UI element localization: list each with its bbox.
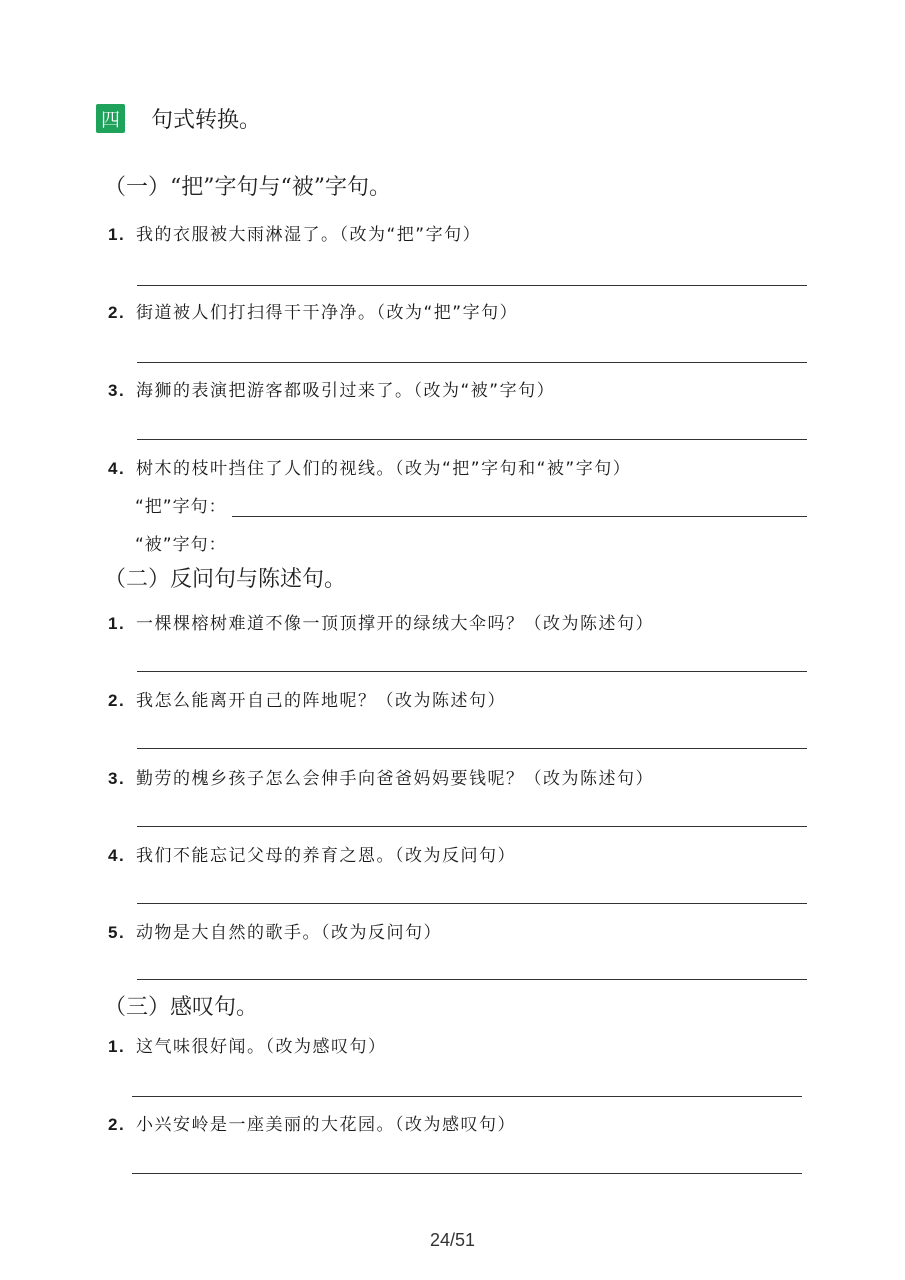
question-text: 树木的枝叶挡住了人们的视线。（改为“把”字句和“被”字句） [136, 459, 632, 479]
question [108, 376, 555, 401]
question [108, 764, 654, 789]
section-title: （三）感叹句。 [104, 995, 259, 1020]
question-number: 3. [108, 769, 126, 788]
question [108, 686, 506, 711]
question-text: 我怎么能离开自己的阵地呢？（改为陈述句） [136, 691, 506, 711]
question [108, 298, 518, 323]
question-number: 4. [108, 459, 126, 478]
question-text: 我的衣服被大雨淋湿了。（改为“把”字句） [136, 225, 482, 245]
answer-line[interactable] [137, 748, 807, 749]
question [108, 220, 481, 245]
exercise-number-badge: 四 [96, 104, 125, 133]
answer-line[interactable] [137, 362, 807, 363]
question [108, 454, 631, 479]
sub-answer-label: “把”字句： [135, 497, 227, 517]
question-text: 勤劳的槐乡孩子怎么会伸手向爸爸妈妈要钱呢？（改为陈述句） [136, 769, 654, 789]
answer-line[interactable] [137, 903, 807, 904]
question-number: 1. [108, 1037, 126, 1056]
section-title: （二）反问句与陈述句。 [104, 567, 347, 592]
answer-line[interactable] [232, 516, 807, 517]
question-text: 街道被人们打扫得干干净净。（改为“把”字句） [136, 303, 519, 323]
answer-line[interactable] [137, 826, 807, 827]
question-number: 4. [108, 846, 126, 865]
question-text: 海狮的表演把游客都吸引过来了。（改为“被”字句） [136, 381, 556, 401]
answer-line[interactable] [137, 439, 807, 440]
question-text: 我们不能忘记父母的养育之恩。（改为反问句） [136, 846, 516, 866]
question [108, 1032, 387, 1057]
answer-line[interactable] [132, 1173, 802, 1174]
question-text: 小兴安岭是一座美丽的大花园。（改为感叹句） [136, 1115, 516, 1135]
question-text: 这气味很好闻。（改为感叹句） [136, 1037, 387, 1057]
section-title: （一）“把”字句与“被”字句。 [104, 175, 391, 200]
question-number: 2. [108, 1115, 126, 1134]
question-text: 一棵棵榕树难道不像一顶顶撑开的绿绒大伞吗？（改为陈述句） [136, 614, 654, 634]
sub-answer-label: “被”字句： [135, 535, 227, 555]
exercise-header [96, 103, 261, 134]
answer-line[interactable] [132, 1096, 802, 1097]
question-number: 5. [108, 923, 126, 942]
question [108, 918, 442, 943]
answer-line[interactable] [137, 671, 807, 672]
page-number: 24/51 [429, 1230, 476, 1250]
question [108, 609, 654, 634]
question-number: 2. [108, 303, 126, 322]
question [108, 1110, 516, 1135]
answer-line[interactable] [137, 979, 807, 980]
question-number: 1. [108, 225, 126, 244]
question-text: 动物是大自然的歌手。（改为反问句） [136, 923, 442, 943]
question [108, 841, 516, 866]
question-number: 1. [108, 614, 126, 633]
question-number: 2. [108, 691, 126, 710]
question-number: 3. [108, 381, 126, 400]
exercise-title: 句式转换。 [151, 108, 262, 133]
answer-line[interactable] [137, 285, 807, 286]
